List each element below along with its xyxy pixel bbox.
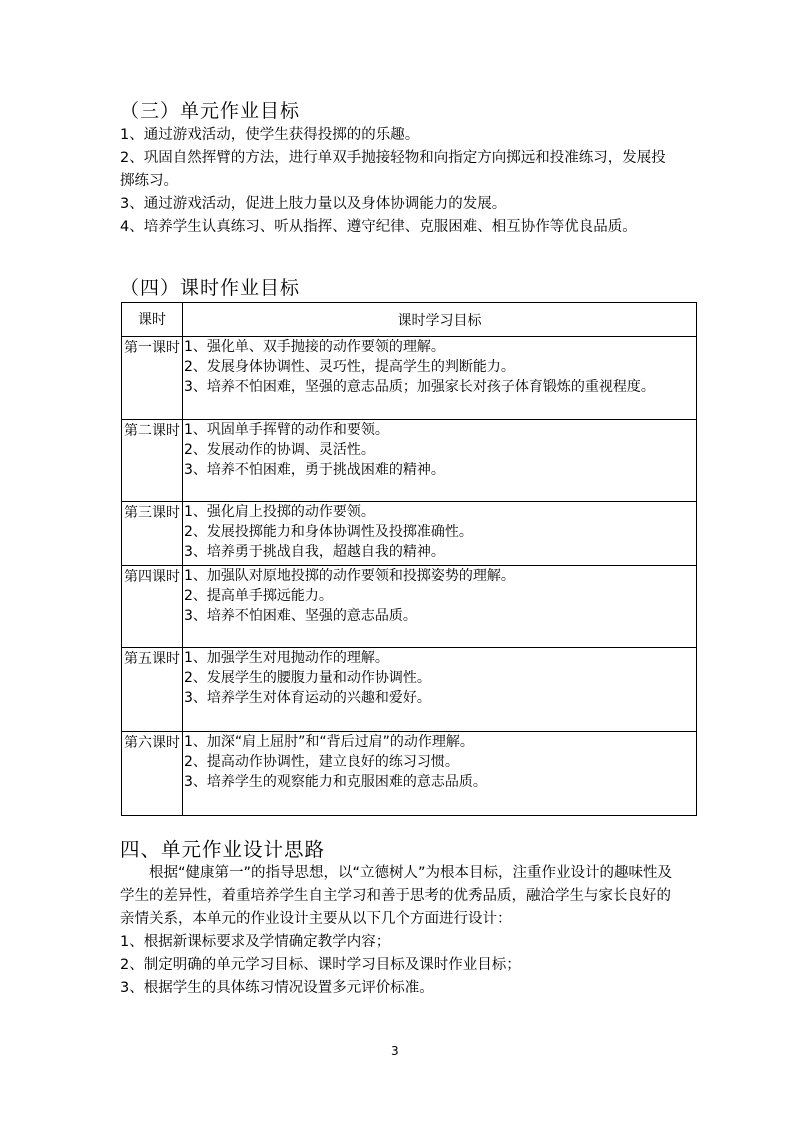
goal-item: 2、提高单手掷远能力。 — [184, 588, 333, 604]
intro-paragraph: 根据“健康第一”的指导思想，以“立德树人”为根本目标，注重作业设计的趣味性及学生的差异性，着重培养学生自主学习和善于思考的优秀品质，融洽学生与家长良好的亲情关系，本单元的作业设计主要从以下几个方面进行设计： — [120, 865, 673, 927]
lesson-cell: 第六课时 — [122, 732, 183, 816]
goal-item: 1、加深“肩上屈肘”和“背后过肩”的动作理解。 — [184, 734, 474, 750]
goals-cell — [183, 648, 697, 732]
goal-item: 3、培养不怕困难，坚强的意志品质；加强家长对孩子体育锻炼的重视程度。 — [184, 379, 655, 395]
goals-cell — [183, 566, 697, 648]
goal-item: 1、加强队对原地投掷的动作要领和投掷姿势的理解。 — [184, 568, 515, 584]
goal-item: 3、培养不怕困难，勇于挑战困难的精神。 — [184, 462, 445, 478]
goal-item: 2、发展投掷能力和身体协调性及投掷准确性。 — [184, 524, 473, 540]
goal-item: 2、发展动作的协调、灵活性。 — [184, 442, 375, 458]
design-ideas-body — [120, 862, 680, 1000]
goals-cell — [183, 337, 697, 420]
lesson-cell: 第二课时 — [122, 420, 183, 502]
unit-goals-list — [120, 124, 680, 239]
list-item: 1、通过游戏活动，使学生获得投掷的的乐趣。 — [120, 127, 420, 143]
list-item: 3、根据学生的具体练习情况设置多元评价标准。 — [120, 980, 434, 996]
list-item: 4、培养学生认真练习、听从指挥、遵守纪律、克服困难、相互协作等优良品质。 — [120, 219, 637, 235]
table-row — [122, 566, 697, 648]
list-item: 1、根据新课标要求及学情确定教学内容； — [120, 934, 391, 950]
goal-item: 1、强化单、双手抛接的动作要领的理解。 — [184, 339, 445, 355]
goal-item: 1、加强学生对甩抛动作的理解。 — [184, 650, 389, 666]
table-row — [122, 420, 697, 502]
goal-item: 2、发展身体协调性、灵巧性，提高学生的判断能力。 — [184, 359, 515, 375]
goal-item: 3、培养学生对体育运动的兴趣和爱好。 — [184, 690, 431, 706]
goals-cell — [183, 732, 697, 816]
list-item: 2、制定明确的单元学习目标、课时学习目标及课时作业目标； — [120, 957, 521, 973]
goals-cell — [183, 420, 697, 502]
goal-item: 1、巩固单手挥臂的动作和要领。 — [184, 422, 389, 438]
goal-item: 1、强化肩上投掷的动作要领。 — [184, 504, 375, 520]
lesson-goals-table — [121, 302, 697, 816]
page-number: 3 — [391, 1044, 399, 1058]
table-row — [122, 502, 697, 566]
section-heading-unit-goals: （三）单元作业目标 — [120, 100, 301, 122]
table-header-row — [122, 303, 697, 337]
goal-item: 3、培养不怕困难、坚强的意志品质。 — [184, 608, 417, 624]
list-item: 3、通过游戏活动，促进上肢力量以及身体协调能力的发展。 — [120, 196, 507, 212]
goal-item: 2、发展学生的腰腹力量和动作协调性。 — [184, 670, 431, 686]
goal-item: 3、培养学生的观察能力和克服困难的意志品质。 — [184, 774, 487, 790]
table-row — [122, 648, 697, 732]
lesson-cell: 第一课时 — [122, 337, 183, 420]
table-row — [122, 337, 697, 420]
list-item: 2、巩固自然挥臂的方法，进行单双手抛接轻物和向指定方向掷远和投准练习，发展投掷练习。 — [120, 150, 666, 189]
header-lesson: 课时 — [122, 303, 183, 337]
lesson-cell: 第三课时 — [122, 502, 183, 566]
table-row — [122, 732, 697, 816]
section-heading-design-ideas: 四、单元作业设计思路 — [120, 838, 326, 861]
goal-item: 3、培养勇于挑战自我，超越自我的精神。 — [184, 544, 445, 560]
lesson-cell: 第四课时 — [122, 566, 183, 648]
lesson-cell: 第五课时 — [122, 648, 183, 732]
header-goals: 课时学习目标 — [183, 303, 697, 337]
section-heading-lesson-goals: （四）课时作业目标 — [120, 277, 301, 299]
goals-cell — [183, 502, 697, 566]
goal-item: 2、提高动作协调性，建立良好的练习习惯。 — [184, 754, 459, 770]
